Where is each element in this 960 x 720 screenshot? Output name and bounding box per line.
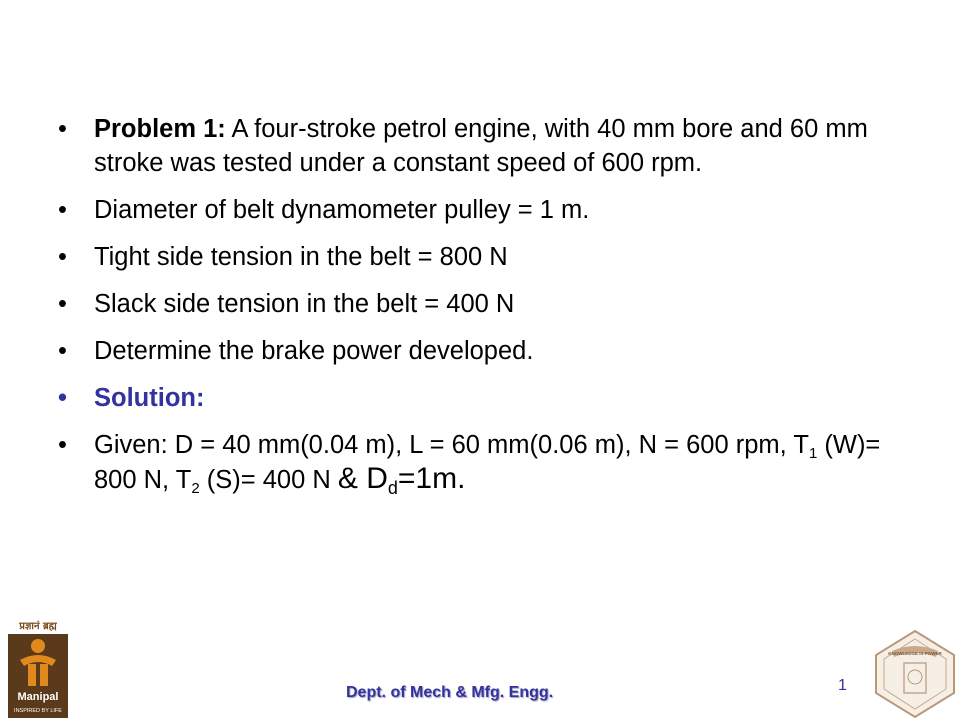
bullet-dot: • <box>58 431 67 459</box>
subscript-2: 2 <box>191 480 200 497</box>
bullet-text: Determine the brake power developed. <box>94 337 534 365</box>
problem-text: A four-stroke petrol engine, with 40 mm bore and 60 mm stroke was tested under a constant speed of 600 rpm. <box>94 115 868 177</box>
footer-department: Dept. of Mech & Mfg. Engg. <box>346 684 554 701</box>
given-text-c: (S)= 400 N <box>199 466 338 494</box>
bullet-text: Tight side tension in the belt = 800 N <box>94 243 508 271</box>
bullet-dot: • <box>58 115 67 143</box>
logo-tagline-text: INSPIRED BY LIFE <box>14 708 62 714</box>
solution-heading: Solution: <box>94 384 205 412</box>
bullet-dot: • <box>58 384 67 412</box>
manipal-logo-icon <box>6 618 70 718</box>
logo-name-text: Manipal <box>17 691 59 703</box>
given-e-text: =1m. <box>397 462 466 495</box>
given-text-b: (W)= 800 N, T <box>94 431 881 494</box>
bullet-given <box>58 428 918 497</box>
bullet-text: Slack side tension in the belt = 400 N <box>94 290 515 318</box>
bullet-text: Diameter of belt dynamometer pulley = 1 m. <box>94 196 590 224</box>
problem-label: Problem 1: <box>94 115 226 143</box>
given-text-a: Given: D = 40 mm(0.04 m), L = 60 mm(0.06 m), N = 600 rpm, T <box>94 431 809 459</box>
seal-motto-text: KNOWLEDGE IS POWER <box>888 651 942 656</box>
bullet-dot: • <box>58 337 67 365</box>
bullet-list <box>58 112 918 510</box>
bullet-dot: • <box>58 196 67 224</box>
mit-seal-icon <box>870 627 960 720</box>
bullet-slack-tension <box>58 287 918 321</box>
bullet-dot: • <box>58 243 67 271</box>
subscript-1: 1 <box>808 445 818 462</box>
bullet-pulley-diameter <box>58 193 918 227</box>
bullet-tight-tension <box>58 240 918 274</box>
bullet-solution <box>58 381 918 415</box>
subscript-d: d <box>387 478 398 498</box>
logo-sanskrit-text: प्रज्ञानं ब्रह्म <box>19 621 57 632</box>
bullet-dot: • <box>58 290 67 318</box>
bullet-determine <box>58 334 918 368</box>
given-text-d <box>337 462 466 498</box>
bullet-problem <box>58 112 918 180</box>
given-d-text: & D <box>337 462 388 495</box>
page-number: 1 <box>838 677 847 694</box>
